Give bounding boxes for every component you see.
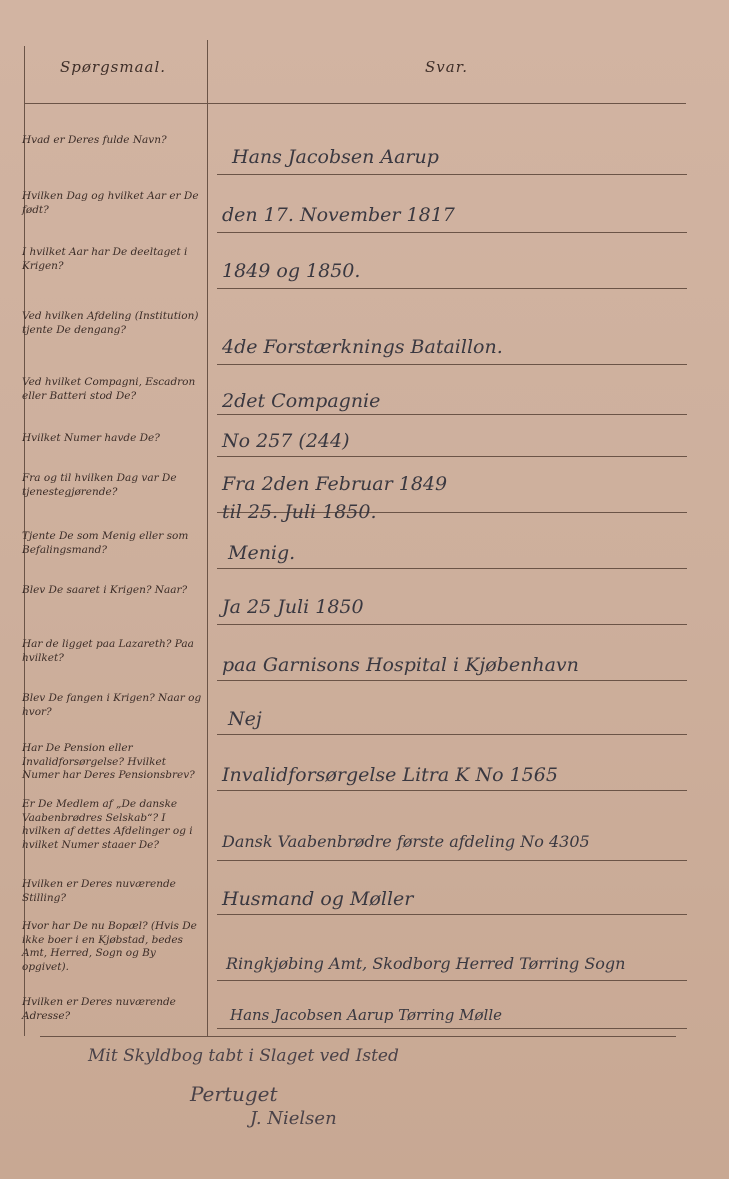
footer-note: Mit Skyldbog tabt i Slaget ved Isted [88,1046,399,1066]
answer-line [217,288,687,289]
answer-address: Hans Jacobsen Aarup Tørring Mølle [230,1006,503,1024]
answer-line [217,734,687,735]
question-occupation: Hvilken er Deres nuværende Stilling? [22,878,176,904]
answer-occupation: Husmand og Møller [222,888,414,910]
answer-line [217,456,687,457]
question-number: Hvilket Numer havde De? [22,432,160,444]
answer-line [217,860,687,861]
answer-birth-date: den 17. November 1817 [222,204,455,226]
answer-captured: Nej [228,708,262,730]
question-hospital: Har de ligget paa Lazareth? Paa hvilket? [22,638,194,664]
answer-service-period: Fra 2den Februar 1849 til 25. Juli 1850. [222,473,448,523]
question-wounded: Blev De saaret i Krigen? Naar? [22,584,188,596]
answer-full-name: Hans Jacobsen Aarup [232,146,439,168]
answer-hospital: paa Garnisons Hospital i Kjøbenhavn [222,654,579,676]
answer-line [217,624,687,625]
header-divider [24,103,686,104]
answer-line [217,914,687,915]
question-full-name: Hvad er Deres fulde Navn? [22,134,167,146]
answer-line [217,414,687,415]
answer-pension: Invalidforsørgelse Litra K No 1565 [222,764,558,786]
answer-line [217,364,687,365]
answer-column-header: Svar. [425,58,468,76]
column-divider [207,40,208,1036]
answer-number: No 257 (244) [222,430,350,452]
question-war-years: I hvilket Aar har De deeltaget i Krigen? [22,246,188,272]
answer-line [217,790,687,791]
answer-rank: Menig. [228,542,296,564]
signature-first: Pertuget [190,1082,278,1106]
form-bottom-border [40,1036,676,1037]
answer-wounded: Ja 25 Juli 1850 [222,596,364,618]
answer-company: 2det Compagnie [222,390,381,412]
question-company: Ved hvilket Compagni, Escadron eller Batteri stod De? [22,376,196,402]
answer-line [217,1028,687,1029]
answer-line [217,980,687,981]
question-service-period: Fra og til hvilken Dag var De tjenestegjørende? [22,472,177,498]
answer-line [217,232,687,233]
answer-line [217,680,687,681]
signature-second: J. Nielsen [250,1108,337,1129]
answer-residence: Ringkjøbing Amt, Skodborg Herred Tørring Sogn [226,954,626,973]
question-unit: Ved hvilken Afdeling (Institution) tjente De dengang? [22,310,199,336]
question-rank: Tjente De som Menig eller som Befalingsmand? [22,530,189,556]
answer-line [217,174,687,175]
question-column-header: Spørgsmaal. [60,58,167,76]
question-birth-date: Hvilken Dag og hvilket Aar er De født? [22,190,199,216]
question-residence: Hvor har De nu Bopæl? (Hvis De ikke boer i en Kjøbstad, bedes Amt, Herred, Sogn og By opgivet). [22,920,197,973]
question-captured: Blev De fangen i Krigen? Naar og hvor? [22,692,202,718]
question-pension: Har De Pension eller Invalidforsørgelse? Hvilket Numer har Deres Pensionsbrev? [22,742,195,781]
answer-war-years: 1849 og 1850. [222,260,361,282]
question-address: Hvilken er Deres nuværende Adresse? [22,996,176,1022]
answer-line [217,568,687,569]
answer-membership: Dansk Vaabenbrødre første afdeling No 4305 [222,832,590,851]
question-membership: Er De Medlem af „De danske Vaabenbrødres Selskab“? I hvilken af dettes Afdelinger og i hvilket Numer staaer De? [22,798,193,851]
answer-unit: 4de Forstærknings Bataillon. [222,336,503,358]
